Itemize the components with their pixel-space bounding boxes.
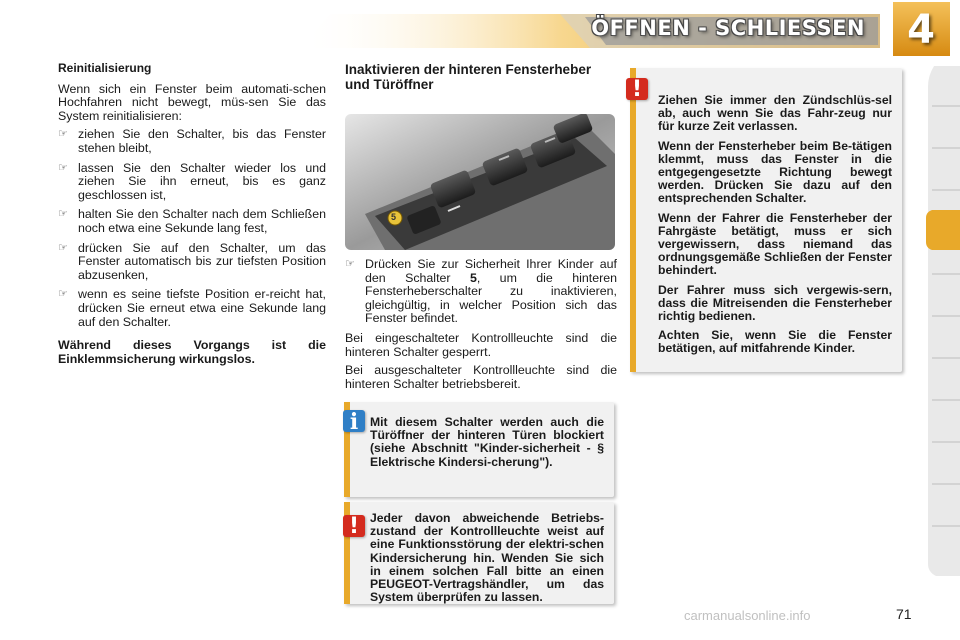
anti-pinch-warning: Während dieses Vorgangs ist die Einklemmsicherung wirkungslos. (58, 338, 326, 366)
page-number: 71 (896, 606, 912, 622)
deactivation-text (345, 258, 617, 396)
warning-icon: ! (626, 78, 648, 100)
list-item: ☞ drücken Sie auf den Schalter, um das Fenster automatisch bis zur tiefsten Position abzusenken, (58, 240, 326, 282)
rear-deactivation-section (345, 62, 617, 391)
list-item: ☞ Drücken Sie zur Sicherheit Ihrer Kinder auf den Schalter 5, um die hinteren Fensterheberschalter zu inaktivieren, gleichgültig, in welcher Position sich das Fenster befindet. (345, 257, 617, 326)
pointing-hand-icon: ☞ (58, 288, 68, 301)
pointing-hand-icon: ☞ (58, 161, 68, 174)
photo-callout-number: 5 (391, 212, 397, 222)
page-header (0, 0, 960, 58)
pointing-hand-icon: ☞ (58, 128, 68, 141)
warning-paragraph: Achten Sie, wenn Sie die Fenster betätigen, auf mitfahrende Kinder. (658, 328, 892, 356)
intro-text: Wenn sich ein Fenster beim automati-schen Hochfahren nicht bewegt, müs-sen Sie das System reinitialisieren: (58, 81, 326, 123)
warning-paragraph: Ziehen Sie immer den Zündschlüs-sel ab, auch wenn Sie das Fahr-zeug nur für kurze Zeit verlassen. (658, 93, 892, 134)
list-item: ☞ wenn es seine tiefste Position er-reicht hat, drücken Sie erneut etwa eine Sekunde lang auf den Schalter. (58, 287, 326, 329)
pointing-hand-icon: ☞ (58, 241, 68, 254)
list-item: ☞ halten Sie den Schalter nach dem Schließen noch etwa eine Sekunde lang fest, (58, 207, 326, 235)
list-item: ☞ lassen Sie den Schalter wieder los und ziehen Sie ihn erneut, bis es ganz geschlossen ist, (58, 160, 326, 202)
window-switch-photo (345, 114, 615, 250)
page-title: ÖFFNEN - SCHLIESSEN (591, 16, 865, 40)
warning-paragraph: Wenn der Fensterheber beim Be-tätigen klemmt, muss das Fenster in die entgegengesetzte Richtung bewegt werden. Drücken Sie dazu auf den entsprechenden Schalter. (658, 138, 892, 206)
warning-paragraph: Wenn der Fahrer die Fensterheber der Fahrgäste betätigt, muss er sich vergewissern, dass niemand das ordnungsgemäße Schließen der Fenster behindert. (658, 210, 892, 278)
watermark: carmanualsonline.info (684, 608, 811, 623)
switch-panel-illustration (345, 114, 615, 250)
chapter-tabs-graphic (926, 66, 960, 576)
pointing-hand-icon: ☞ (58, 208, 68, 221)
chapter-tabs[interactable] (926, 66, 960, 576)
info-box (344, 402, 614, 497)
info-icon: i (343, 410, 365, 432)
list-item: ☞ ziehen Sie den Schalter, bis das Fenster stehen bleibt, (58, 127, 326, 155)
section-heading: Inaktivieren der hinteren Fensterheber und Türöffner (345, 62, 592, 92)
chapter-number: 4 (907, 7, 935, 53)
indicator-warning-box (344, 502, 614, 604)
warning-paragraph: Der Fahrer muss sich vergewis-sern, dass die Mitreisenden die Fensterheber richtig bedienen. (658, 282, 892, 324)
reinit-steps (58, 128, 326, 329)
warning-text: Jeder davon abweichende Betriebs-zustand der Kontrollleuchte weist auf eine Funktionsstörung der elektri-schen Kindersicherung hin. Wenden Sie sich in einem solchen Fall bitte an einen PEUGEOT-Vertragshändler, um das System überprüfen zu lassen. (370, 511, 604, 605)
reinitialization-section (58, 62, 326, 371)
warning-icon: ! (343, 515, 365, 537)
indicator-on-text: Bei eingeschalteter Kontrollleuchte sind die hinteren Schalter gesperrt. (345, 330, 617, 359)
safety-warning-box (630, 68, 902, 372)
info-text: Mit diesem Schalter werden auch die Türöffner der hinteren Türen blockiert (siehe Abschnitt "Kinder-sicherheit - § Elektrische Kindersi-cherung"). (370, 415, 604, 469)
indicator-off-text: Bei ausgeschalteter Kontrollleuchte sind die hinteren Schalter betriebsbereit. (345, 363, 617, 391)
pointing-hand-icon: ☞ (345, 258, 355, 270)
deactivation-steps (345, 258, 617, 326)
section-heading: Reinitialisierung (58, 61, 152, 75)
